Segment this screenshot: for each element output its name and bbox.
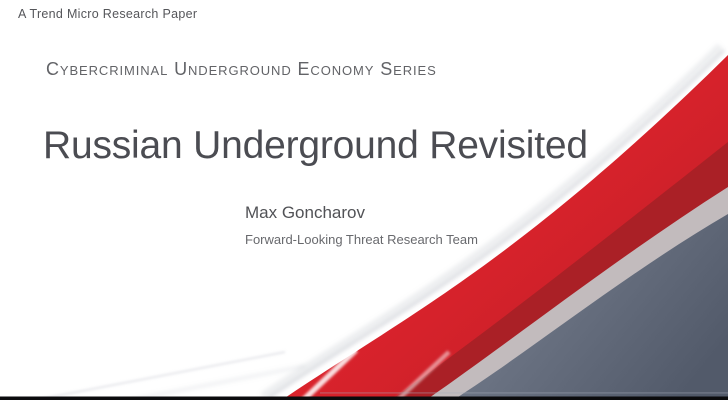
author-name: Max Goncharov	[245, 203, 365, 222]
author-block	[245, 203, 478, 247]
report-title: Russian Underground Revisited	[43, 124, 588, 168]
bottom-bar	[0, 397, 728, 400]
bottom-highlight-line	[320, 392, 728, 393]
author-team: Forward-Looking Threat Research Team	[245, 232, 478, 247]
publisher-kicker: A Trend Micro Research Paper	[18, 7, 198, 21]
series-label: Cybercriminal Underground Economy Series	[46, 59, 437, 79]
